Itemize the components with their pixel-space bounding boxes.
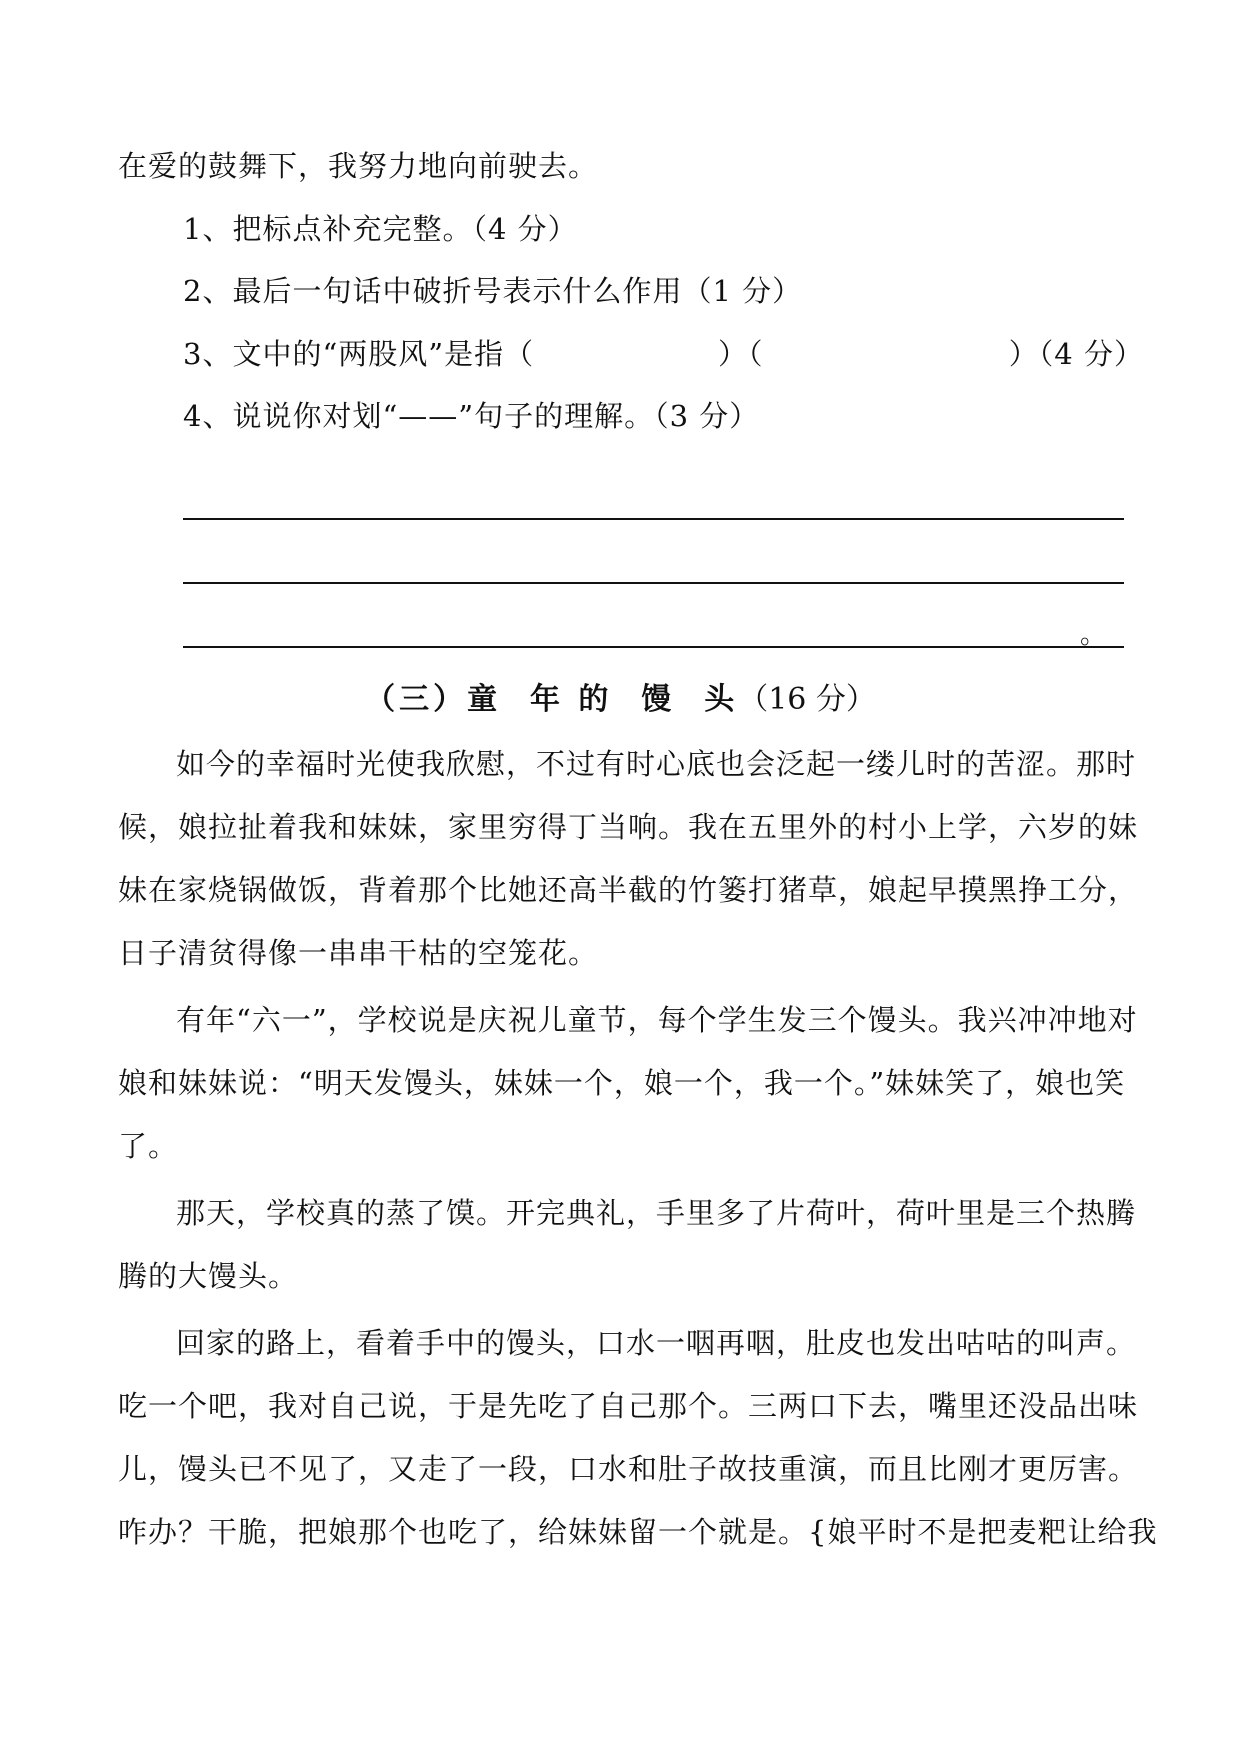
answer-line-2[interactable] xyxy=(183,582,1124,584)
passage-line: 候，娘拉扯着我和妹妹，家里穷得丁当响。我在五里外的村小上学，六岁的妹 xyxy=(118,810,1139,844)
question-1: 1、把标点补充完整。（4 分） xyxy=(183,212,578,246)
question-3: 3、文中的“两股风”是指（ ）（ ）（4 分） xyxy=(183,337,1144,371)
passage-line: 妹在家烧锅做饭，背着那个比她还高半截的竹篓打猪草，娘起早摸黑挣工分， xyxy=(118,873,1139,907)
answer-line-1[interactable] xyxy=(183,518,1124,520)
passage-line: 咋办？干脆，把娘那个也吃了，给妹妹留一个就是。{娘平时不是把麦粑让给我 xyxy=(118,1515,1158,1549)
passage-line: 日子清贫得像一串串干枯的空笼花。 xyxy=(118,936,599,970)
section-title-score: （16 分） xyxy=(738,682,876,717)
passage-line: 娘和妹妹说：“明天发馒头，妹妹一个，娘一个，我一个。”妹妹笑了，娘也笑 xyxy=(118,1066,1126,1100)
section-title-main: （三）童 年 的 馒 头 xyxy=(365,682,739,717)
passage-line: 儿，馒头已不见了，又走了一段，口水和肚子故技重演，而且比刚才更厉害。 xyxy=(118,1452,1139,1486)
question-2: 2、最后一句话中破折号表示什么作用（1 分） xyxy=(183,274,803,308)
passage-line: 如今的幸福时光使我欣慰，不过有时心底也会泛起一缕儿时的苦涩。那时 xyxy=(176,747,1137,781)
passage-line: 腾的大馒头。 xyxy=(118,1259,299,1293)
passage-line: 吃一个吧，我对自己说，于是先吃了自己那个。三两口下去，嘴里还没品出味 xyxy=(118,1389,1139,1423)
answer-line-3[interactable] xyxy=(183,646,1124,648)
question-4: 4、说说你对划“——”句子的理解。（3 分） xyxy=(183,399,760,433)
passage-line: 回家的路上，看着手中的馒头，口水一咽再咽，肚皮也发出咕咕的叫声。 xyxy=(176,1326,1137,1360)
answer-end-mark: 。 xyxy=(1080,620,1107,650)
intro-line: 在爱的鼓舞下，我努力地向前驶去。 xyxy=(118,149,599,183)
passage-line: 有年“六一”，学校说是庆祝儿童节，每个学生发三个馒头。我兴冲冲地对 xyxy=(176,1003,1138,1037)
passage-line: 那天，学校真的蒸了馍。开完典礼，手里多了片荷叶，荷叶里是三个热腾 xyxy=(176,1196,1137,1230)
passage-line: 了。 xyxy=(118,1129,179,1163)
section-title xyxy=(0,680,1241,720)
